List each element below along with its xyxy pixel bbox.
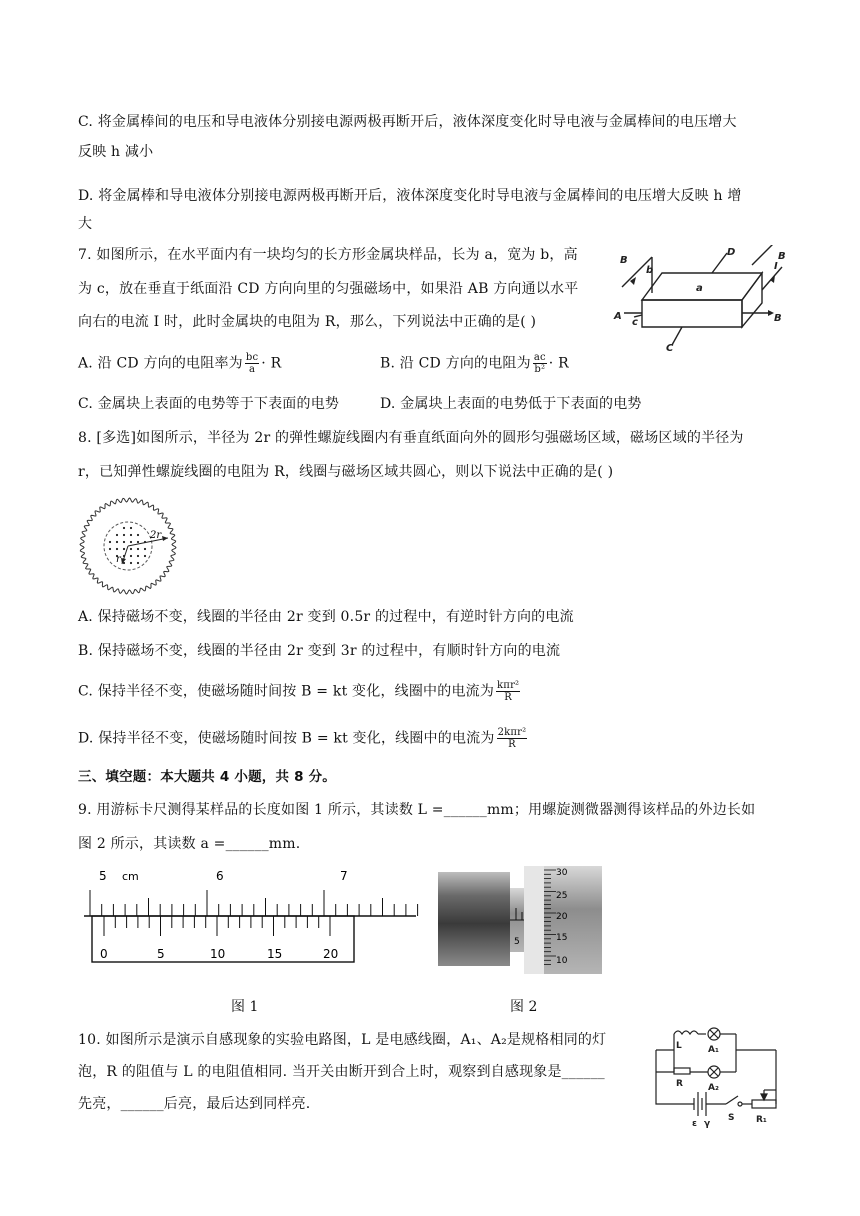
- q7-option-a: A. 沿 CD 方向的电阻率为 $\frac{bc}{a}$ · R: [78, 352, 282, 375]
- field-dot: [137, 548, 139, 550]
- field-dot: [109, 541, 111, 543]
- q8-label-2r: 2r: [150, 530, 162, 541]
- q6-option-d-line1: D. 将金属棒和导电液体分别接电源两极再断开后，液体深度变化时导电液与金属棒间的电压增大反映 h 增: [78, 188, 742, 204]
- q8-option-a: A. 保持磁场不变，线圈的半径由 2r 变到 0.5r 的过程中，有逆时针方向的电流: [78, 609, 574, 625]
- q7-stem-line2: 为 c，放在垂直于纸面沿 CD 方向向里的匀强磁场中，如果沿 AB 方向通以水平: [78, 281, 579, 297]
- q8c-fraction: $\frac{\text{kπr²}}{R}$: [497, 680, 520, 703]
- q7b-fraction: $\frac{ac}{\text{b²}}$: [533, 352, 546, 375]
- q9-stem-line2: 图 2 所示，其读数 a =______mm.: [78, 836, 301, 852]
- q10-label-r: R: [676, 1079, 683, 1089]
- field-dot: [130, 562, 132, 564]
- q8-stem-line2: r，已知弹性螺旋线圈的电阻为 R，线圈与磁场区域共圆心，则以下说法中正确的是( ): [78, 464, 614, 480]
- q8-option-d: D. 保持半径不变，使磁场随时间按 B = kt 变化，线圈中的电流为 $\frac{\text{2kπr²}}{R}$: [78, 727, 527, 750]
- q8-option-c: C. 保持半径不变，使磁场随时间按 B = kt 变化，线圈中的电流为 $\frac{\text{kπr²}}{R}$: [78, 680, 520, 703]
- vernier-number-0: 0: [100, 947, 108, 961]
- q7-label-c-small: c: [632, 317, 638, 328]
- q7-stem-line1: 7. 如图所示，在水平面内有一块均匀的长方形金属块样品，长为 a，宽为 b，高: [78, 247, 578, 263]
- field-dot: [109, 548, 111, 550]
- q7-label-c: C: [666, 343, 674, 353]
- field-dot: [130, 555, 132, 557]
- caliper-main-number-6: 6: [216, 869, 224, 883]
- q7-label-b-top: B: [620, 255, 628, 266]
- q7-label-i: I: [774, 261, 778, 272]
- q7-label-d: D: [727, 247, 736, 258]
- q10-label-emf: ε: [692, 1119, 698, 1129]
- q10-label-r1: R₁: [756, 1115, 767, 1125]
- thimble-number-20: 20: [556, 912, 568, 922]
- q7-option-c: C. 金属块上表面的电势等于下表面的电势: [78, 396, 340, 412]
- q10-label-l: L: [676, 1041, 682, 1051]
- field-dot: [137, 534, 139, 536]
- field-dot: [130, 534, 132, 536]
- q10-label-gamma: γ: [704, 1119, 711, 1129]
- field-dot: [137, 541, 139, 543]
- q10-label-a2: A₂: [708, 1083, 719, 1093]
- q7-label-a: a: [696, 283, 703, 294]
- q8-label-r: r: [116, 554, 121, 565]
- thimble-number-15: 15: [556, 933, 568, 943]
- section-3-heading: 三、填空题：本大题共 4 小题，共 8 分。: [78, 769, 336, 785]
- thimble-number-10: 10: [556, 956, 568, 966]
- q6-option-d-line2: 大: [78, 216, 93, 232]
- q7-metal-block-figure: [612, 245, 794, 353]
- vernier-number-20: 20: [323, 947, 339, 961]
- q7-label-b-right: B: [774, 313, 782, 324]
- q7-option-b: B. 沿 CD 方向的电阻为 $\frac{ac}{\text{b²}}$ · R: [380, 352, 569, 375]
- thimble-number-25: 25: [556, 891, 568, 901]
- q6-option-c-line1: C. 将金属棒间的电压和导电液体分别接电源两极再断开后，液体深度变化时导电液与金属棒间的电压增大: [78, 114, 737, 130]
- vernier-number-5: 5: [157, 947, 165, 961]
- field-dot: [116, 534, 118, 536]
- q10-stem-line2: 泡，R 的阻值与 L 的电阻值相同. 当开关由断开到合上时，观察到自感现象是______: [78, 1064, 605, 1080]
- q7-option-d: D. 金属块上表面的电势低于下表面的电势: [380, 396, 642, 412]
- q8-coil-figure: [78, 496, 178, 596]
- q10-label-s: S: [728, 1113, 735, 1123]
- caliper-unit: cm: [122, 870, 139, 883]
- field-dot: [130, 548, 132, 550]
- q10-stem-line1: 10. 如图所示是演示自感现象的实验电路图，L 是电感线圈，A₁、A₂是规格相同的灯: [78, 1032, 607, 1048]
- field-dot: [144, 548, 146, 550]
- field-dot: [123, 541, 125, 543]
- sleeve-number: 5: [514, 937, 520, 947]
- q8d-fraction: $\frac{\text{2kπr²}}{R}$: [497, 727, 527, 750]
- q8-stem-line1: 8. [多选]如图所示，半径为 2r 的弹性螺旋线圈内有垂直纸面向外的圆形匀强磁场区域，磁场区域的半径为: [78, 430, 744, 446]
- q10-label-a1: A₁: [708, 1045, 719, 1055]
- field-dot: [130, 527, 132, 529]
- q7-label-b-small: b: [646, 265, 654, 276]
- thimble-number-30: 30: [556, 868, 568, 878]
- field-dot: [144, 555, 146, 557]
- q7-label-a-left: A: [614, 311, 622, 322]
- q6-option-c-line2: 反映 h 减小: [78, 144, 154, 160]
- figure-1-caption: 图 1: [231, 999, 259, 1015]
- q10-circuit-figure: [646, 1020, 786, 1130]
- field-dot: [123, 534, 125, 536]
- field-dot: [116, 541, 118, 543]
- field-dot: [130, 541, 132, 543]
- q8-option-b: B. 保持磁场不变，线圈的半径由 2r 变到 3r 的过程中，有顺时针方向的电流: [78, 643, 561, 659]
- vernier-number-15: 15: [267, 947, 283, 961]
- vernier-caliper-figure: [80, 866, 420, 970]
- q7a-fraction: $\frac{bc}{a}$: [245, 352, 259, 375]
- q7-label-b-right-top: B: [778, 251, 786, 262]
- caliper-main-number-7: 7: [340, 869, 348, 883]
- figure-2-caption: 图 2: [510, 999, 538, 1015]
- field-dot: [137, 562, 139, 564]
- q10-stem-line3: 先亮，______后亮，最后达到同样亮.: [78, 1096, 311, 1112]
- vernier-number-10: 10: [210, 947, 226, 961]
- micrometer-figure: [438, 864, 606, 976]
- caliper-main-number-5: 5: [99, 869, 107, 883]
- field-dot: [123, 527, 125, 529]
- field-dot: [123, 548, 125, 550]
- field-dot: [137, 555, 139, 557]
- q9-stem-line1: 9. 用游标卡尺测得某样品的长度如图 1 所示，其读数 L =______mm；用螺旋测微器测得该样品的外边长如: [78, 802, 756, 818]
- field-dot: [116, 548, 118, 550]
- q7-stem-line3: 向右的电流 I 时，此时金属块的电阻为 R，那么，下列说法中正确的是( ): [78, 314, 537, 330]
